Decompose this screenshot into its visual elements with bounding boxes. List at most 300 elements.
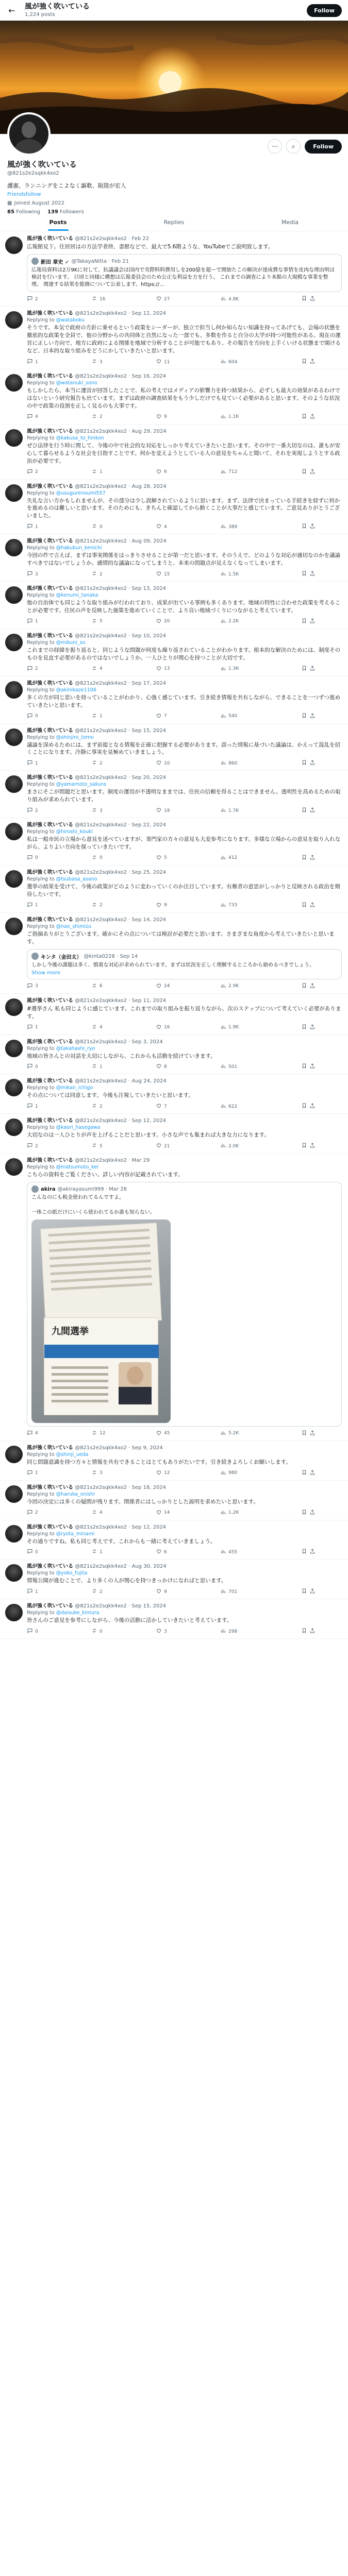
profile-avatar[interactable] [7,112,51,156]
reply-button[interactable] [27,1103,91,1110]
reply-to-handle[interactable]: @yoko_fujita [56,1570,88,1577]
follow-button[interactable]: Follow [305,140,342,154]
share-icon[interactable] [309,854,316,862]
repost-button[interactable] [91,713,156,720]
like-button[interactable] [156,570,220,578]
tweet[interactable] [0,629,348,676]
bookmark-icon[interactable] [301,1548,307,1556]
bookmark-icon[interactable] [301,713,307,720]
repost-button[interactable] [91,854,156,862]
reply-to-handle[interactable]: @nao_shimizu [56,923,91,929]
tweet[interactable] [0,1599,348,1639]
reply-icon [27,1103,33,1110]
reply-icon [27,523,33,531]
tweet-header [27,1078,342,1084]
share-icon[interactable] [309,713,316,720]
repost-count: 5 [100,619,103,624]
share-icon[interactable] [309,1024,316,1031]
like-button[interactable] [156,1469,220,1477]
repost-button[interactable] [91,413,156,421]
tweet-header [27,727,342,734]
share-icon[interactable] [309,295,316,303]
views-button[interactable] [220,1430,285,1437]
tweet-author-name[interactable]: 風が強く吹いている [27,1039,73,1045]
quote-image[interactable] [31,1219,171,1423]
reply-to-handle[interactable]: @wataboku [56,317,85,324]
tweet[interactable] [0,771,348,818]
views-button[interactable] [220,759,285,767]
more-options-icon[interactable]: ⋯ [268,139,282,154]
repost-count: 2 [100,1589,103,1595]
tweet-text: 議論を深めるためには、まず前提となる情報を正確に把握する必要があります。誤った情報に基づいた議論は、かえって混乱を招くことになります。冷静に事実を見極めていきましょう。 [27,741,341,756]
tweet-author-name[interactable]: 風が強く吹いている [27,727,73,734]
tweet-author-name[interactable]: 風が強く吹いている [27,1484,73,1490]
tweet-header [27,373,342,380]
tweet[interactable] [0,232,348,307]
bookmark-icon[interactable] [301,982,307,990]
tab-replies[interactable]: Replies [163,219,185,226]
reply-to-handle[interactable]: @mikan_ichigo [56,1085,93,1091]
reply-to-handle[interactable]: @hiroshi_kouki [56,829,93,835]
like-button[interactable] [156,523,220,531]
like-button[interactable] [156,1103,220,1110]
like-button[interactable] [156,854,220,862]
tweet-tools [285,1628,316,1635]
reply-to-handle[interactable]: @ryota_minami [56,1531,95,1537]
tweet-actions [27,1628,316,1635]
reply-button[interactable] [27,523,91,531]
profile-joined [7,200,337,206]
reply-button[interactable] [27,1430,91,1437]
bookmark-icon[interactable] [301,854,307,862]
tweet-avatar[interactable] [5,823,23,840]
reply-to-handle[interactable]: @kenumi_tanaka [56,592,98,599]
views-button[interactable] [220,468,285,476]
like-button[interactable] [156,1142,220,1150]
bookmark-icon[interactable] [301,1024,307,1031]
like-count: 13 [164,666,170,672]
views-button[interactable] [220,713,285,720]
repost-button[interactable] [91,759,156,767]
tweet-avatar[interactable] [5,429,23,447]
like-button[interactable] [156,1548,220,1556]
views-button[interactable] [220,570,285,578]
views-button[interactable] [220,1063,285,1071]
repost-button[interactable] [91,1142,156,1150]
reply-button[interactable] [27,854,91,862]
tweet-author-name[interactable]: 風が強く吹いている [27,586,73,592]
tweet-avatar[interactable] [5,1118,23,1136]
bookmark-icon[interactable] [301,468,307,476]
like-button[interactable] [156,618,220,625]
tweet-author-name[interactable]: 風が強く吹いている [27,236,73,242]
tweet[interactable] [0,1154,348,1440]
tweet[interactable] [0,818,348,866]
bookmark-icon[interactable] [301,618,307,625]
tweet[interactable] [0,307,348,369]
views-button[interactable] [220,1469,285,1477]
tweet-avatar[interactable] [5,998,23,1016]
tweet-avatar[interactable] [5,586,23,604]
view-count: 2.9K [228,984,239,989]
reply-to-handle[interactable]: @takahashi_ryo [56,1045,95,1052]
like-button[interactable] [156,982,220,990]
repost-button[interactable] [91,570,156,578]
tweet-actions [27,1142,316,1150]
reply-to-handle[interactable]: @hakubun_kenichi [56,545,102,551]
reply-button[interactable] [27,570,91,578]
tweet-avatar[interactable] [5,681,23,699]
tweet-avatar[interactable] [5,918,23,935]
repost-button[interactable] [91,1588,156,1596]
share-icon[interactable] [309,523,316,531]
view-count: 1.2K [228,1510,239,1516]
views-button[interactable] [220,982,285,990]
tweet-author-name[interactable]: 風が強く吹いている [27,997,73,1004]
tweet-avatar[interactable] [5,1079,23,1096]
reply-to-handle[interactable]: @mikuni_so [56,639,86,646]
tweet-meta: @821s2e2sqkk4xo2 · Sep 15, 2024 [75,1603,167,1609]
tweet[interactable] [0,425,348,480]
tweet[interactable] [0,1074,348,1114]
tweet-avatar[interactable] [5,1446,23,1463]
like-button[interactable] [156,295,220,303]
share-icon[interactable] [309,1103,316,1110]
tweet-avatar[interactable] [5,728,23,746]
bookmark-icon[interactable] [301,1103,307,1110]
repost-button[interactable] [91,1024,156,1031]
tweet-avatar[interactable] [5,311,23,329]
repost-button[interactable] [91,468,156,476]
bookmark-icon[interactable] [301,413,307,421]
follow-button-top[interactable]: Follow [307,4,342,17]
views-button[interactable] [220,618,285,625]
reply-button[interactable] [27,1588,91,1596]
repost-count: 0 [100,524,103,530]
views-button[interactable] [220,1548,285,1556]
views-icon [220,982,226,990]
reply-to-handle[interactable]: @shinjiro_tomo [56,734,94,740]
tweet-author-name[interactable]: 風が強く吹いている [27,311,73,317]
bookmark-icon[interactable] [301,523,307,531]
like-button[interactable] [156,1430,220,1437]
bookmark-icon[interactable] [301,807,307,815]
like-count: 3 [164,1629,167,1634]
reply-button[interactable] [27,1024,91,1031]
reply-context: Replying to @kakusa_to_hinkon [27,435,104,441]
bookmark-icon[interactable] [301,1628,307,1635]
tweet[interactable] [0,369,348,425]
repost-button[interactable] [91,358,156,366]
like-button[interactable] [156,358,220,366]
reply-to-handle[interactable]: @watanuki_sono [56,380,97,386]
tweet-author-name[interactable]: 風が強く吹いている [27,1078,73,1084]
tweet-author-name[interactable]: 風が強く吹いている [27,428,73,434]
like-button[interactable] [156,1024,220,1031]
views-button[interactable] [220,854,285,862]
views-icon [220,1063,226,1071]
reply-button[interactable] [27,982,91,990]
tweet-avatar[interactable] [5,775,23,793]
repost-button[interactable] [91,1509,156,1517]
share-icon[interactable] [309,1628,316,1635]
reply-to-handle[interactable]: @usugurenoumi557 [56,490,106,496]
tweet-avatar[interactable] [5,1485,23,1503]
reply-button[interactable] [27,468,91,476]
search-icon[interactable]: ⌕ [286,139,301,154]
view-count: 733 [228,903,238,908]
repost-button[interactable] [91,1103,156,1110]
tweet[interactable] [0,480,348,535]
repost-button[interactable] [91,523,156,531]
like-button[interactable] [156,413,220,421]
reply-icon [27,982,33,990]
tweet-actions [27,1103,316,1110]
tweet-tools [285,1103,316,1110]
like-button[interactable] [156,713,220,720]
profile-link[interactable]: Friendsfollow [7,192,41,197]
tweet-avatar[interactable] [5,1040,23,1057]
tweet[interactable] [0,534,348,582]
reply-button[interactable] [27,807,91,815]
tweet-author-name[interactable]: 風が強く吹いている [27,633,73,639]
repost-button[interactable] [91,1469,156,1477]
repost-button[interactable] [91,1628,156,1635]
bookmark-icon[interactable] [301,570,307,578]
reply-button[interactable] [27,902,91,909]
bookmark-icon[interactable] [301,1430,307,1437]
heart-icon [156,1142,162,1150]
tweet[interactable] [0,1560,348,1599]
reply-button[interactable] [27,1548,91,1556]
share-icon[interactable] [309,982,316,990]
show-more-link[interactable]: Show more [31,970,61,976]
reply-button[interactable] [27,1063,91,1071]
bookmark-icon[interactable] [301,665,307,673]
tweet-author-name[interactable]: 風が強く吹いている [27,680,73,686]
bookmark-icon[interactable] [301,1509,307,1517]
quote-author-name: akira [41,1186,56,1192]
reply-context: Replying to @ryota_minami [27,1531,95,1537]
share-icon[interactable] [309,358,316,366]
tweet-avatar[interactable] [5,870,23,888]
tweet-author-name[interactable]: 風が強く吹いている [27,538,73,545]
profile-handle: @821s2e2sqkk4xo2 [7,171,59,176]
reply-to-handle[interactable]: @haruka_onishi [56,1491,95,1497]
reply-button[interactable] [27,358,91,366]
like-count: 8 [164,1064,167,1070]
like-button[interactable] [156,759,220,767]
tweet[interactable] [0,913,348,994]
repost-icon [91,468,97,476]
repost-button[interactable] [91,295,156,303]
tweet-avatar[interactable] [5,1525,23,1543]
bookmark-icon[interactable] [301,1142,307,1150]
views-button[interactable] [220,295,285,303]
tweet[interactable] [0,1441,348,1481]
tweet[interactable] [0,1035,348,1075]
tweet-author-name[interactable]: 風が強く吹いている [27,1524,73,1530]
reply-button[interactable] [27,1628,91,1635]
reply-button[interactable] [27,713,91,720]
tweet-avatar[interactable] [5,1564,23,1582]
like-button[interactable] [156,665,220,673]
bookmark-icon[interactable] [301,759,307,767]
tweet-author-name[interactable]: 風が強く吹いている [27,1118,73,1124]
post-count: 1,224 posts [25,11,55,18]
view-count: 1.5K [228,571,239,577]
reply-button[interactable] [27,618,91,625]
reply-button[interactable] [27,759,91,767]
views-button[interactable] [220,523,285,531]
like-button[interactable] [156,1063,220,1071]
tweet-avatar[interactable] [5,634,23,651]
share-icon[interactable] [309,1469,316,1477]
tweet[interactable] [0,994,348,1035]
heart-icon [156,1469,162,1477]
tweet-avatar[interactable] [5,1158,23,1176]
share-icon[interactable] [309,1588,316,1596]
bookmark-icon[interactable] [301,1588,307,1596]
tab-media[interactable]: Media [281,219,299,226]
reply-button[interactable] [27,665,91,673]
document-photo [40,1223,162,1327]
reply-button[interactable] [27,413,91,421]
tweet[interactable] [0,676,348,724]
repost-button[interactable] [91,1430,156,1437]
reply-button[interactable] [27,295,91,303]
bookmark-icon[interactable] [301,295,307,303]
reply-to-handle[interactable]: @yamamoto_sakura [56,782,106,788]
views-button[interactable] [220,1509,285,1517]
tweet-avatar[interactable] [5,236,23,254]
back-arrow-icon[interactable]: ← [8,5,15,15]
share-icon[interactable] [309,1548,316,1556]
share-icon[interactable] [309,1063,316,1071]
like-button[interactable] [156,1509,220,1517]
bookmark-icon[interactable] [301,358,307,366]
repost-button[interactable] [91,902,156,909]
reply-to-handle[interactable]: @shinji_ueda [56,1451,89,1458]
share-icon[interactable] [309,665,316,673]
like-button[interactable] [156,807,220,815]
tweet[interactable] [0,1481,348,1520]
share-icon[interactable] [309,468,316,476]
bookmark-icon[interactable] [301,1469,307,1477]
tweet-author-name[interactable]: 風が強く吹いている [27,822,73,828]
quoted-tweet[interactable] [27,949,342,979]
tweet-tools [285,413,316,421]
tweet-meta: @821s2e2sqkk4xo2 · Aug 30, 2024 [75,1564,167,1570]
reply-to-handle[interactable]: @daisuke_kimura [56,1610,100,1616]
quoted-tweet[interactable] [27,1182,342,1427]
repost-button[interactable] [91,807,156,815]
reply-button[interactable] [27,1469,91,1477]
views-button[interactable] [220,358,285,366]
tweet-author-name[interactable]: 風が強く吹いている [27,1564,73,1570]
share-icon[interactable] [309,1509,316,1517]
views-button[interactable] [220,413,285,421]
tweet-author-name[interactable]: 風が強く吹いている [27,1603,73,1609]
repost-button[interactable] [91,665,156,673]
share-icon[interactable] [309,1430,316,1437]
tab-posts[interactable]: Posts [0,214,116,231]
tweet-author-name[interactable]: 風が強く吹いている [27,775,73,781]
like-button[interactable] [156,902,220,909]
tweet-avatar[interactable] [5,374,23,392]
repost-button[interactable] [91,982,156,990]
bookmark-icon[interactable] [301,902,307,909]
views-button[interactable] [220,1142,285,1150]
bookmark-icon[interactable] [301,1063,307,1071]
quote-author-name: キンタ（金田太） [41,954,82,960]
like-button[interactable] [156,1628,220,1635]
heart-icon [156,570,162,578]
share-icon[interactable] [309,570,316,578]
tweet-avatar[interactable] [5,539,23,556]
views-button[interactable] [220,902,285,909]
tweet-author-name[interactable]: 風が強く吹いている [27,917,73,923]
views-button[interactable] [220,1024,285,1031]
tweet[interactable] [0,582,348,629]
views-button[interactable] [220,1628,285,1635]
repost-button[interactable] [91,1063,156,1071]
reply-to-handle[interactable]: @kaori_hasegawa [56,1125,101,1131]
tweet[interactable] [0,1520,348,1560]
reply-button[interactable] [27,1142,91,1150]
quoted-tweet[interactable] [27,254,342,293]
repost-count: 2 [100,1104,103,1109]
views-button[interactable] [220,807,285,815]
reply-to-handle[interactable]: @kakusa_to_hinkon [56,435,104,441]
heart-icon [156,713,162,720]
repost-button[interactable] [91,1548,156,1556]
like-button[interactable] [156,468,220,476]
tweet-author-name[interactable]: 風が強く吹いている [27,869,73,875]
share-icon[interactable] [309,413,316,421]
reply-to-handle[interactable]: @tsubasa_asano [56,876,97,882]
tweet[interactable] [0,724,348,771]
tweet-author-name[interactable]: 風が強く吹いている [27,1158,73,1164]
reply-button[interactable] [27,1509,91,1517]
share-icon[interactable] [309,759,316,767]
tweet-avatar[interactable] [5,484,23,502]
repost-icon [91,295,97,303]
views-button[interactable] [220,1588,285,1596]
reply-to-handle[interactable]: @akinikaze1106 [56,687,96,693]
share-icon[interactable] [309,1142,316,1150]
tweet-author-name[interactable]: 風が強く吹いている [27,1445,73,1451]
tweet[interactable] [0,1114,348,1154]
tweet-author-name[interactable]: 風が強く吹いている [27,483,73,489]
share-icon[interactable] [309,807,316,815]
tweet-text: 失礼な言い方かもしれませんが、その部分は少し誤解されているように思います。まず、法律で決まっている手続きを経ずに何かを進めるのは難しいと思います。そのためにも、きちんと確認してから動くことが大事だと感じています。ご意見ありがとうございました。 [27,497,340,519]
tweet-text: #選挙さん 私も同じように感じています。これまでの取り組みを振り返りながら、次のステップについて考えていく必要があります。 [27,1005,341,1020]
like-button[interactable] [156,1588,220,1596]
share-icon[interactable] [309,618,316,625]
reply-to-handle[interactable]: @matsumoto_kei [56,1164,98,1171]
share-icon[interactable] [309,902,316,909]
view-count: 501 [228,1064,238,1070]
tweet[interactable] [0,866,348,913]
repost-button[interactable] [91,618,156,625]
tweet-actions [27,1548,316,1556]
views-button[interactable] [220,665,285,673]
tweet-author-name[interactable]: 風が強く吹いている [27,374,73,380]
views-button[interactable] [220,1103,285,1110]
tweet-avatar[interactable] [5,1604,23,1621]
profile-banner [0,21,348,134]
